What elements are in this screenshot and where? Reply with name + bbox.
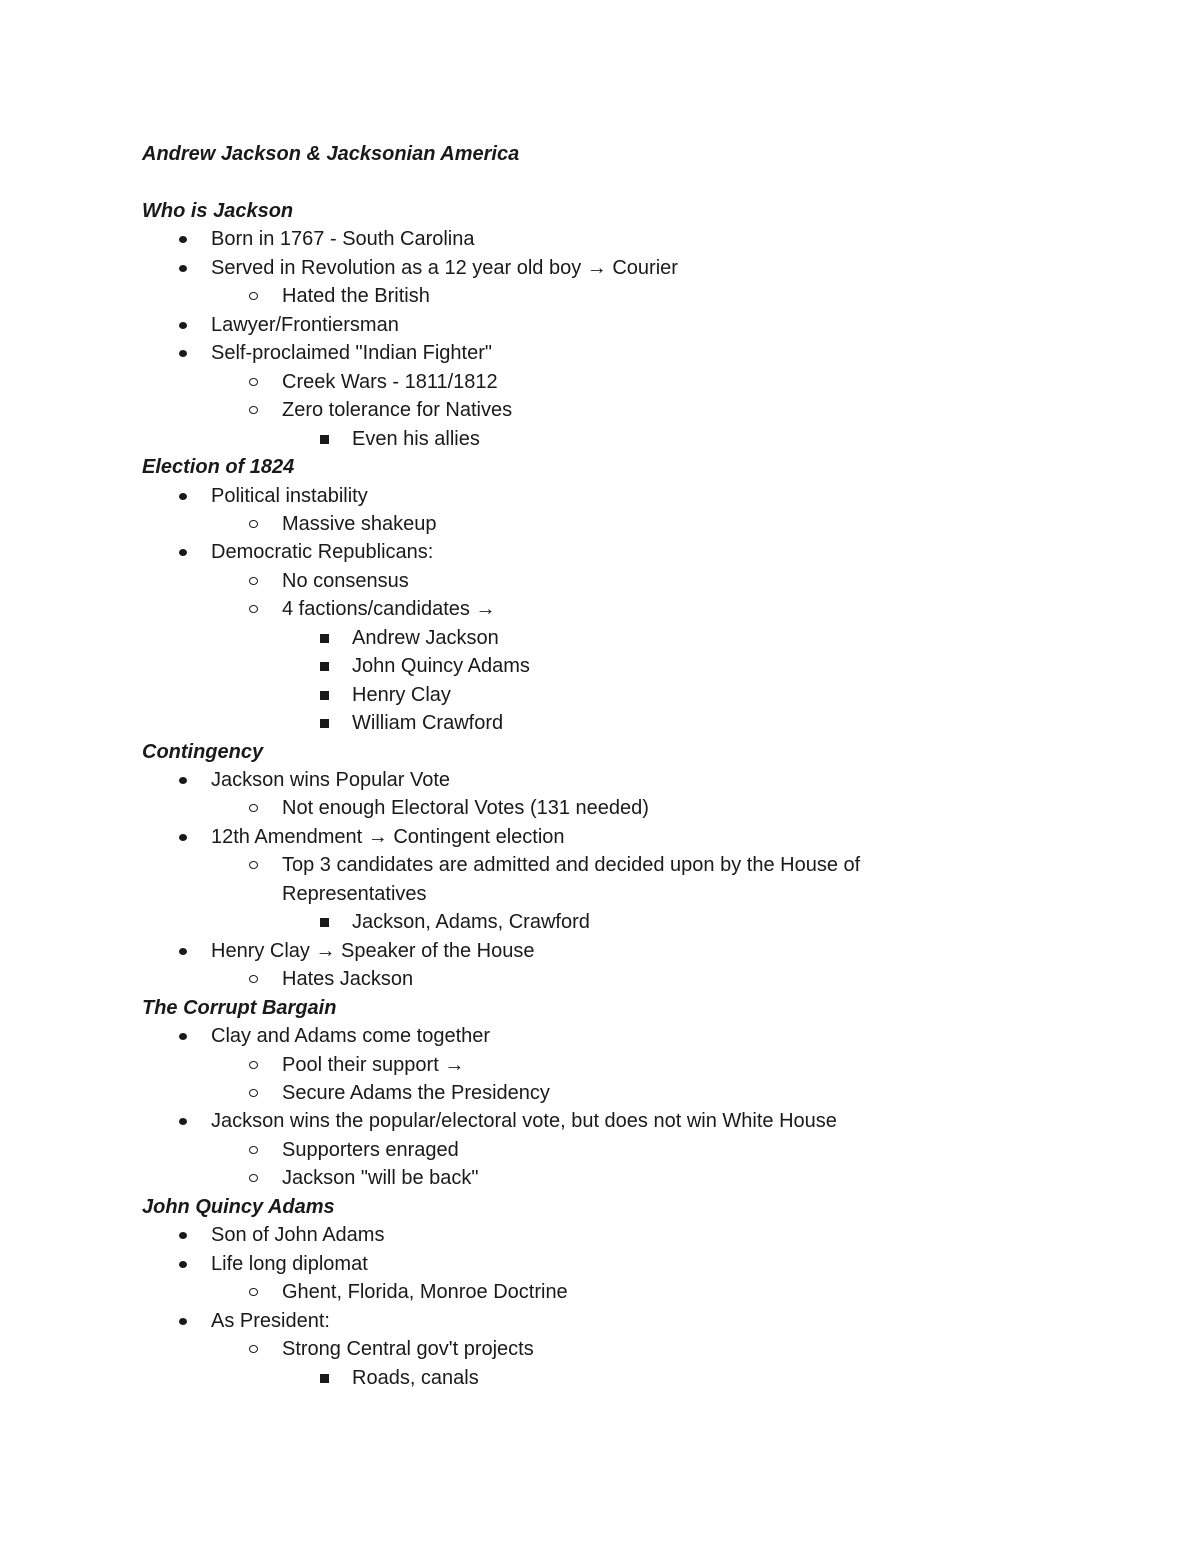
list-item-text: Hated the British (282, 285, 430, 308)
list-item-level-1 (142, 1022, 1042, 1050)
list-item-level-2 (142, 282, 1042, 310)
list-item-level-3 (142, 681, 1042, 709)
list-item-level-1 (142, 225, 1042, 253)
list-item-text: Massive shakeup (282, 512, 437, 535)
list-item-level-1 (142, 766, 1042, 794)
bullet-circle-icon (249, 605, 258, 613)
list-item-level-3 (142, 624, 1042, 652)
list-item-text: Creek Wars - 1811/1812 (282, 370, 498, 393)
list-item-level-1 (142, 311, 1042, 339)
bullet-square-icon (320, 691, 329, 700)
bullet-circle-icon (249, 1345, 258, 1353)
list-item-text: Henry Clay → Speaker of the House (211, 939, 535, 962)
list-item-text: Henry Clay (352, 683, 451, 706)
bullet-disc-icon (179, 1261, 187, 1268)
bullet-disc-icon (179, 1033, 187, 1040)
bullet-disc-icon (179, 1318, 187, 1325)
list-item-text: Hates Jackson (282, 968, 414, 991)
list-item-text: Jackson "will be back" (282, 1167, 479, 1190)
section-heading: Contingency (142, 740, 264, 763)
bullet-circle-icon (249, 1089, 258, 1097)
list-item-level-2 (142, 851, 1042, 908)
list-item-text: Top 3 candidates are admitted and decided upon by the House of Representatives (282, 854, 861, 905)
bullet-square-icon (320, 435, 329, 444)
bullet-disc-icon (179, 493, 187, 500)
bullet-disc-icon (179, 549, 187, 556)
list-item-level-2 (142, 965, 1042, 993)
bullet-disc-icon (179, 350, 187, 357)
bullet-square-icon (320, 662, 329, 671)
list-item-text: As President: (211, 1309, 330, 1332)
bullet-circle-icon (249, 520, 258, 528)
list-item-level-1 (142, 254, 1042, 282)
list-item-text: Supporters enraged (282, 1138, 459, 1161)
list-item-level-2 (142, 1278, 1042, 1306)
list-item-level-1 (142, 339, 1042, 367)
bullet-disc-icon (179, 834, 187, 841)
bullet-circle-icon (249, 406, 258, 414)
list-item-level-1 (142, 1250, 1042, 1278)
bullet-square-icon (320, 634, 329, 643)
list-item-level-3 (142, 709, 1042, 737)
bullet-circle-icon (249, 577, 258, 585)
bullet-disc-icon (179, 1118, 187, 1125)
list-item-level-1 (142, 538, 1042, 566)
list-item-level-3 (142, 1364, 1042, 1392)
list-item-level-1 (142, 1221, 1042, 1249)
list-item-level-2 (142, 1136, 1042, 1164)
list-item-level-1 (142, 823, 1042, 851)
list-item-level-2 (142, 567, 1042, 595)
list-item-level-1 (142, 482, 1042, 510)
section-heading: The Corrupt Bargain (142, 996, 337, 1019)
list-item-text: Clay and Adams come together (211, 1025, 491, 1048)
list-item-text: Life long diplomat (211, 1252, 368, 1275)
list-item-level-2 (142, 1079, 1042, 1107)
bullet-disc-icon (179, 236, 187, 243)
list-item-level-2 (142, 396, 1042, 424)
bullet-circle-icon (249, 1061, 258, 1069)
list-item-level-1 (142, 1307, 1042, 1335)
list-item-text: Born in 1767 - South Carolina (211, 228, 475, 251)
list-item-text: Jackson, Adams, Crawford (352, 911, 590, 934)
bullet-circle-icon (249, 861, 258, 869)
list-item-text: Jackson wins the popular/electoral vote, but does not win White House (211, 1110, 837, 1133)
bullet-circle-icon (249, 975, 258, 983)
list-item-level-2 (142, 368, 1042, 396)
bullet-disc-icon (179, 1232, 187, 1239)
bullet-circle-icon (249, 804, 258, 812)
bullet-square-icon (320, 719, 329, 728)
list-item-text: Zero tolerance for Natives (282, 399, 513, 422)
list-item-level-2 (142, 510, 1042, 538)
list-item-text: Strong Central gov't projects (282, 1338, 534, 1361)
bullet-circle-icon (249, 378, 258, 386)
list-item-level-2 (142, 1335, 1042, 1363)
section-heading: John Quincy Adams (142, 1195, 335, 1218)
list-item-text: Jackson wins Popular Vote (211, 769, 451, 792)
section-heading: Who is Jackson (142, 200, 294, 222)
list-item-level-3 (142, 425, 1042, 453)
list-item-text: Andrew Jackson (352, 626, 499, 649)
list-item-text: Not enough Electoral Votes (131 needed) (282, 797, 649, 820)
list-item-level-1 (142, 1107, 1042, 1135)
bullet-circle-icon (249, 1174, 258, 1182)
bullet-circle-icon (249, 1146, 258, 1154)
document-title: Andrew Jackson & Jacksonian America (142, 143, 520, 165)
list-item-text: Ghent, Florida, Monroe Doctrine (282, 1281, 568, 1304)
list-item-text: 12th Amendment → Contingent election (211, 825, 565, 848)
list-item-text: Even his allies (352, 427, 480, 450)
list-item-text: Lawyer/Frontiersman (211, 313, 399, 336)
list-item-text: No consensus (282, 569, 409, 592)
list-item-level-2 (142, 595, 1042, 623)
list-item-text: Son of John Adams (211, 1224, 385, 1247)
list-item-text: Democratic Republicans: (211, 541, 434, 564)
list-item-text: Pool their support → (282, 1053, 465, 1076)
bullet-circle-icon (249, 1288, 258, 1296)
bullet-disc-icon (179, 322, 187, 329)
list-item-level-2 (142, 794, 1042, 822)
list-item-text: Served in Revolution as a 12 year old boy → Courier (211, 256, 678, 279)
list-item-text: Political instability (211, 484, 368, 507)
bullet-disc-icon (179, 777, 187, 784)
list-item-text: Roads, canals (352, 1366, 479, 1389)
list-item-level-1 (142, 937, 1042, 965)
bullet-disc-icon (179, 948, 187, 955)
list-item-text: Self-proclaimed "Indian Fighter" (211, 342, 492, 365)
list-item-level-2 (142, 1051, 1042, 1079)
document-body (142, 197, 1042, 1392)
list-item-text: Secure Adams the Presidency (282, 1081, 550, 1104)
list-item-level-3 (142, 652, 1042, 680)
list-item-text: 4 factions/candidates → (282, 598, 496, 621)
bullet-square-icon (320, 918, 329, 927)
list-item-text: John Quincy Adams (352, 655, 530, 678)
list-item-text: William Crawford (352, 712, 504, 735)
section-heading: Election of 1824 (142, 456, 295, 479)
bullet-square-icon (320, 1374, 329, 1383)
bullet-disc-icon (179, 265, 187, 272)
list-item-level-2 (142, 1164, 1042, 1192)
list-item-level-3 (142, 908, 1042, 936)
bullet-circle-icon (249, 292, 258, 300)
